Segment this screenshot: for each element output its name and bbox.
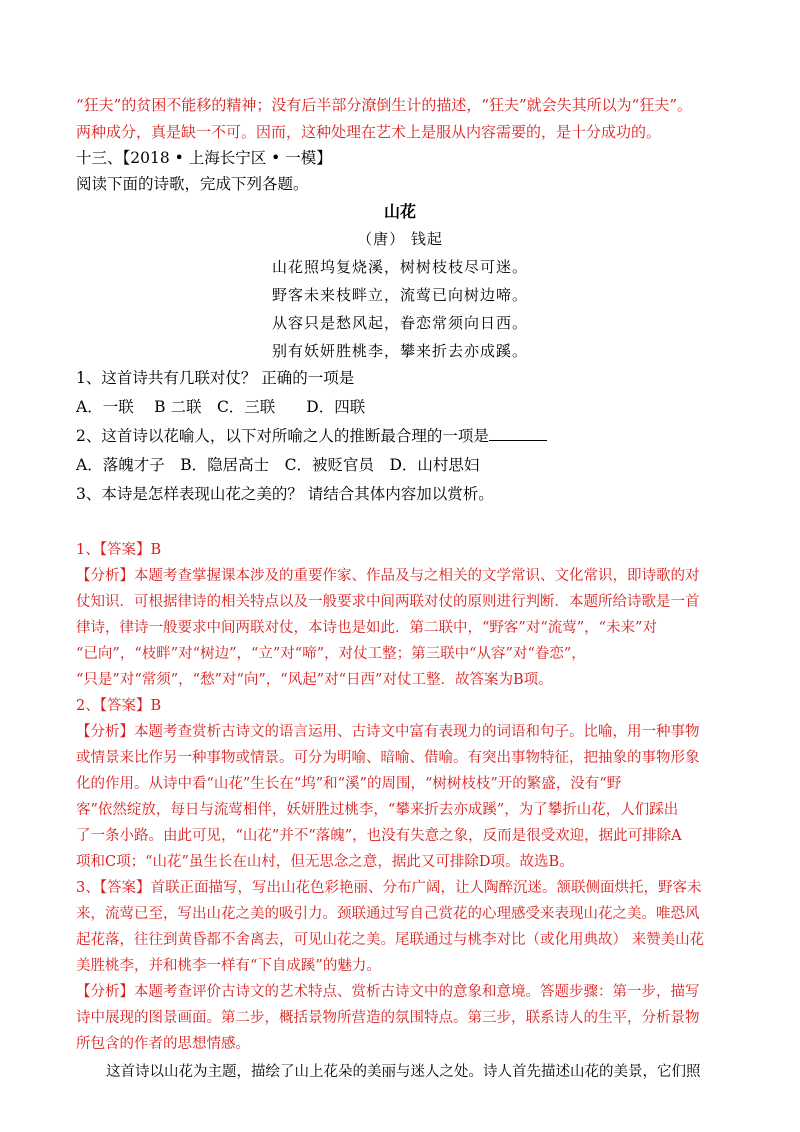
section-heading: 十三、【2018 • 上海长宁区 • 一模】 <box>76 149 332 167</box>
answer-line: 项和C项；“山花”虽生长在山村，但无思念之意，据此又可排除D项。故选B。 <box>76 854 574 870</box>
question-1-options: A．一联 B 二联 C．三联 D．四联 <box>76 398 366 416</box>
intro-line: “狂夫”的贫困不能移的精神；没有后半部分潦倒生计的描述，“狂夫”就会失其所以为“狂夫”。 <box>76 96 693 114</box>
section-instruction: 阅读下面的诗歌，完成下列各题。 <box>76 175 309 193</box>
answer-blank <box>489 426 547 441</box>
answer-line: 或情景来比作另一种事物或情景。可分为明喻、暗喻、借喻。有突出事物特征，把抽象的事物形象 <box>76 750 700 766</box>
closing-paragraph: 这首诗以山花为主题，描绘了山上花朵的美丽与迷人之处。诗人首先描述山花的美景，它们照 <box>106 1064 701 1080</box>
poem-title: 山花 <box>383 202 416 221</box>
answer-line: 所包含的作者的思想情感。 <box>76 1036 250 1052</box>
question-2: 2、这首诗以花喻人，以下对所喻之人的推断最合理的一项是 <box>76 426 724 446</box>
answer-line: 诗中展现的图景画面。第二步，概括景物所营造的氛围特点。第三步，联系诗人的生平，分析景物 <box>76 1010 700 1026</box>
poem-author: （唐） 钱起 <box>357 230 443 248</box>
answer-line: 3、【答案】首联正面描写，写出山花色彩艳丽、分布广阔，让人陶醉沉迷。颔联侧面烘托，野客未 <box>76 880 702 896</box>
answer-line: 【分析】本题考查赏析古诗文的语言运用、古诗文中富有表现力的词语和句子。比喻，用一种事物 <box>76 724 700 740</box>
answer-line: 化的作用。从诗中看“山花”生长在“坞”和“溪”的周围，“树树枝枝”开的繁盛，没有“野 <box>76 776 622 792</box>
poem-line: 别有妖妍胜桃李，攀来折去亦成蹊。 <box>271 342 528 360</box>
answer-line: 起花落，往往到黄昏都不舍离去，可见山花之美。尾联通过与桃李对比（或化用典故） 来赞美山花 <box>76 932 705 948</box>
answer-line: 来，流莺已至，写出山花之美的吸引力。颈联通过写自己赏花的心理感受来表现山花之美。唯恐风 <box>76 906 700 922</box>
answer-line: 律诗，律诗一般要求中间两联对仗，本诗也是如此．第二联中，“野客”对“流莺”，“未来”对 <box>76 620 657 636</box>
answer-line: 【分析】本题考查掌握课本涉及的重要作家、作品及与之相关的文学常识、文化常识，即诗歌的对 <box>76 568 700 584</box>
answer-line: 仗知识．可根据律诗的相关特点以及一般要求中间两联对仗的原则进行判断．本题所给诗歌是一首 <box>76 594 700 610</box>
answer-line: 2、【答案】B <box>76 698 162 714</box>
answer-line: 【分析】本题考查评价古诗文的艺术特点、赏析古诗文中的意象和意境。答题步骤：第一步，描写 <box>76 984 700 1000</box>
answer-line: 客”依然绽放，每日与流莺相伴，妖妍胜过桃李，“攀来折去亦成蹊”，为了攀折山花，人们踩出 <box>76 802 679 818</box>
poem-line: 从容只是愁风起，眷恋常须向日西。 <box>271 314 528 332</box>
question-1: 1、这首诗共有几联对仗？ 正确的一项是 <box>76 369 355 387</box>
poem-line: 山花照坞复烧溪，树树枝枝尽可迷。 <box>271 258 528 276</box>
intro-line: 两种成分，真是缺一不可。因而，这种处理在艺术上是服从内容需要的，是十分成功的。 <box>76 123 662 141</box>
question-2-options: A．落魄才子 B．隐居高士 C．被贬官员 D．山村思妇 <box>76 456 480 474</box>
poem-line: 野客未来枝畔立，流莺已向树边啼。 <box>271 286 528 304</box>
answer-line: “只是”对“常须”，“愁”对“向”，“风起”对“日西”对仗工整．故答案为B项。 <box>76 672 553 688</box>
question-3: 3、本诗是怎样表现山花之美的？ 请结合其体内容加以赏析。 <box>76 485 494 503</box>
answer-line: 美胜桃李，并和桃李一样有“下自成蹊”的魅力。 <box>76 958 381 974</box>
answer-line: 1、【答案】B <box>76 542 162 558</box>
answer-line: “已向”，“枝畔”对“树边”，“立”对“啼”，对仗工整；第三联中“从容”对“眷恋”， <box>76 646 586 662</box>
answer-line: 了一条小路。由此可见，“山花”并不“落魄”，也没有失意之象，反而是很受欢迎，据此可排除A <box>76 828 682 844</box>
